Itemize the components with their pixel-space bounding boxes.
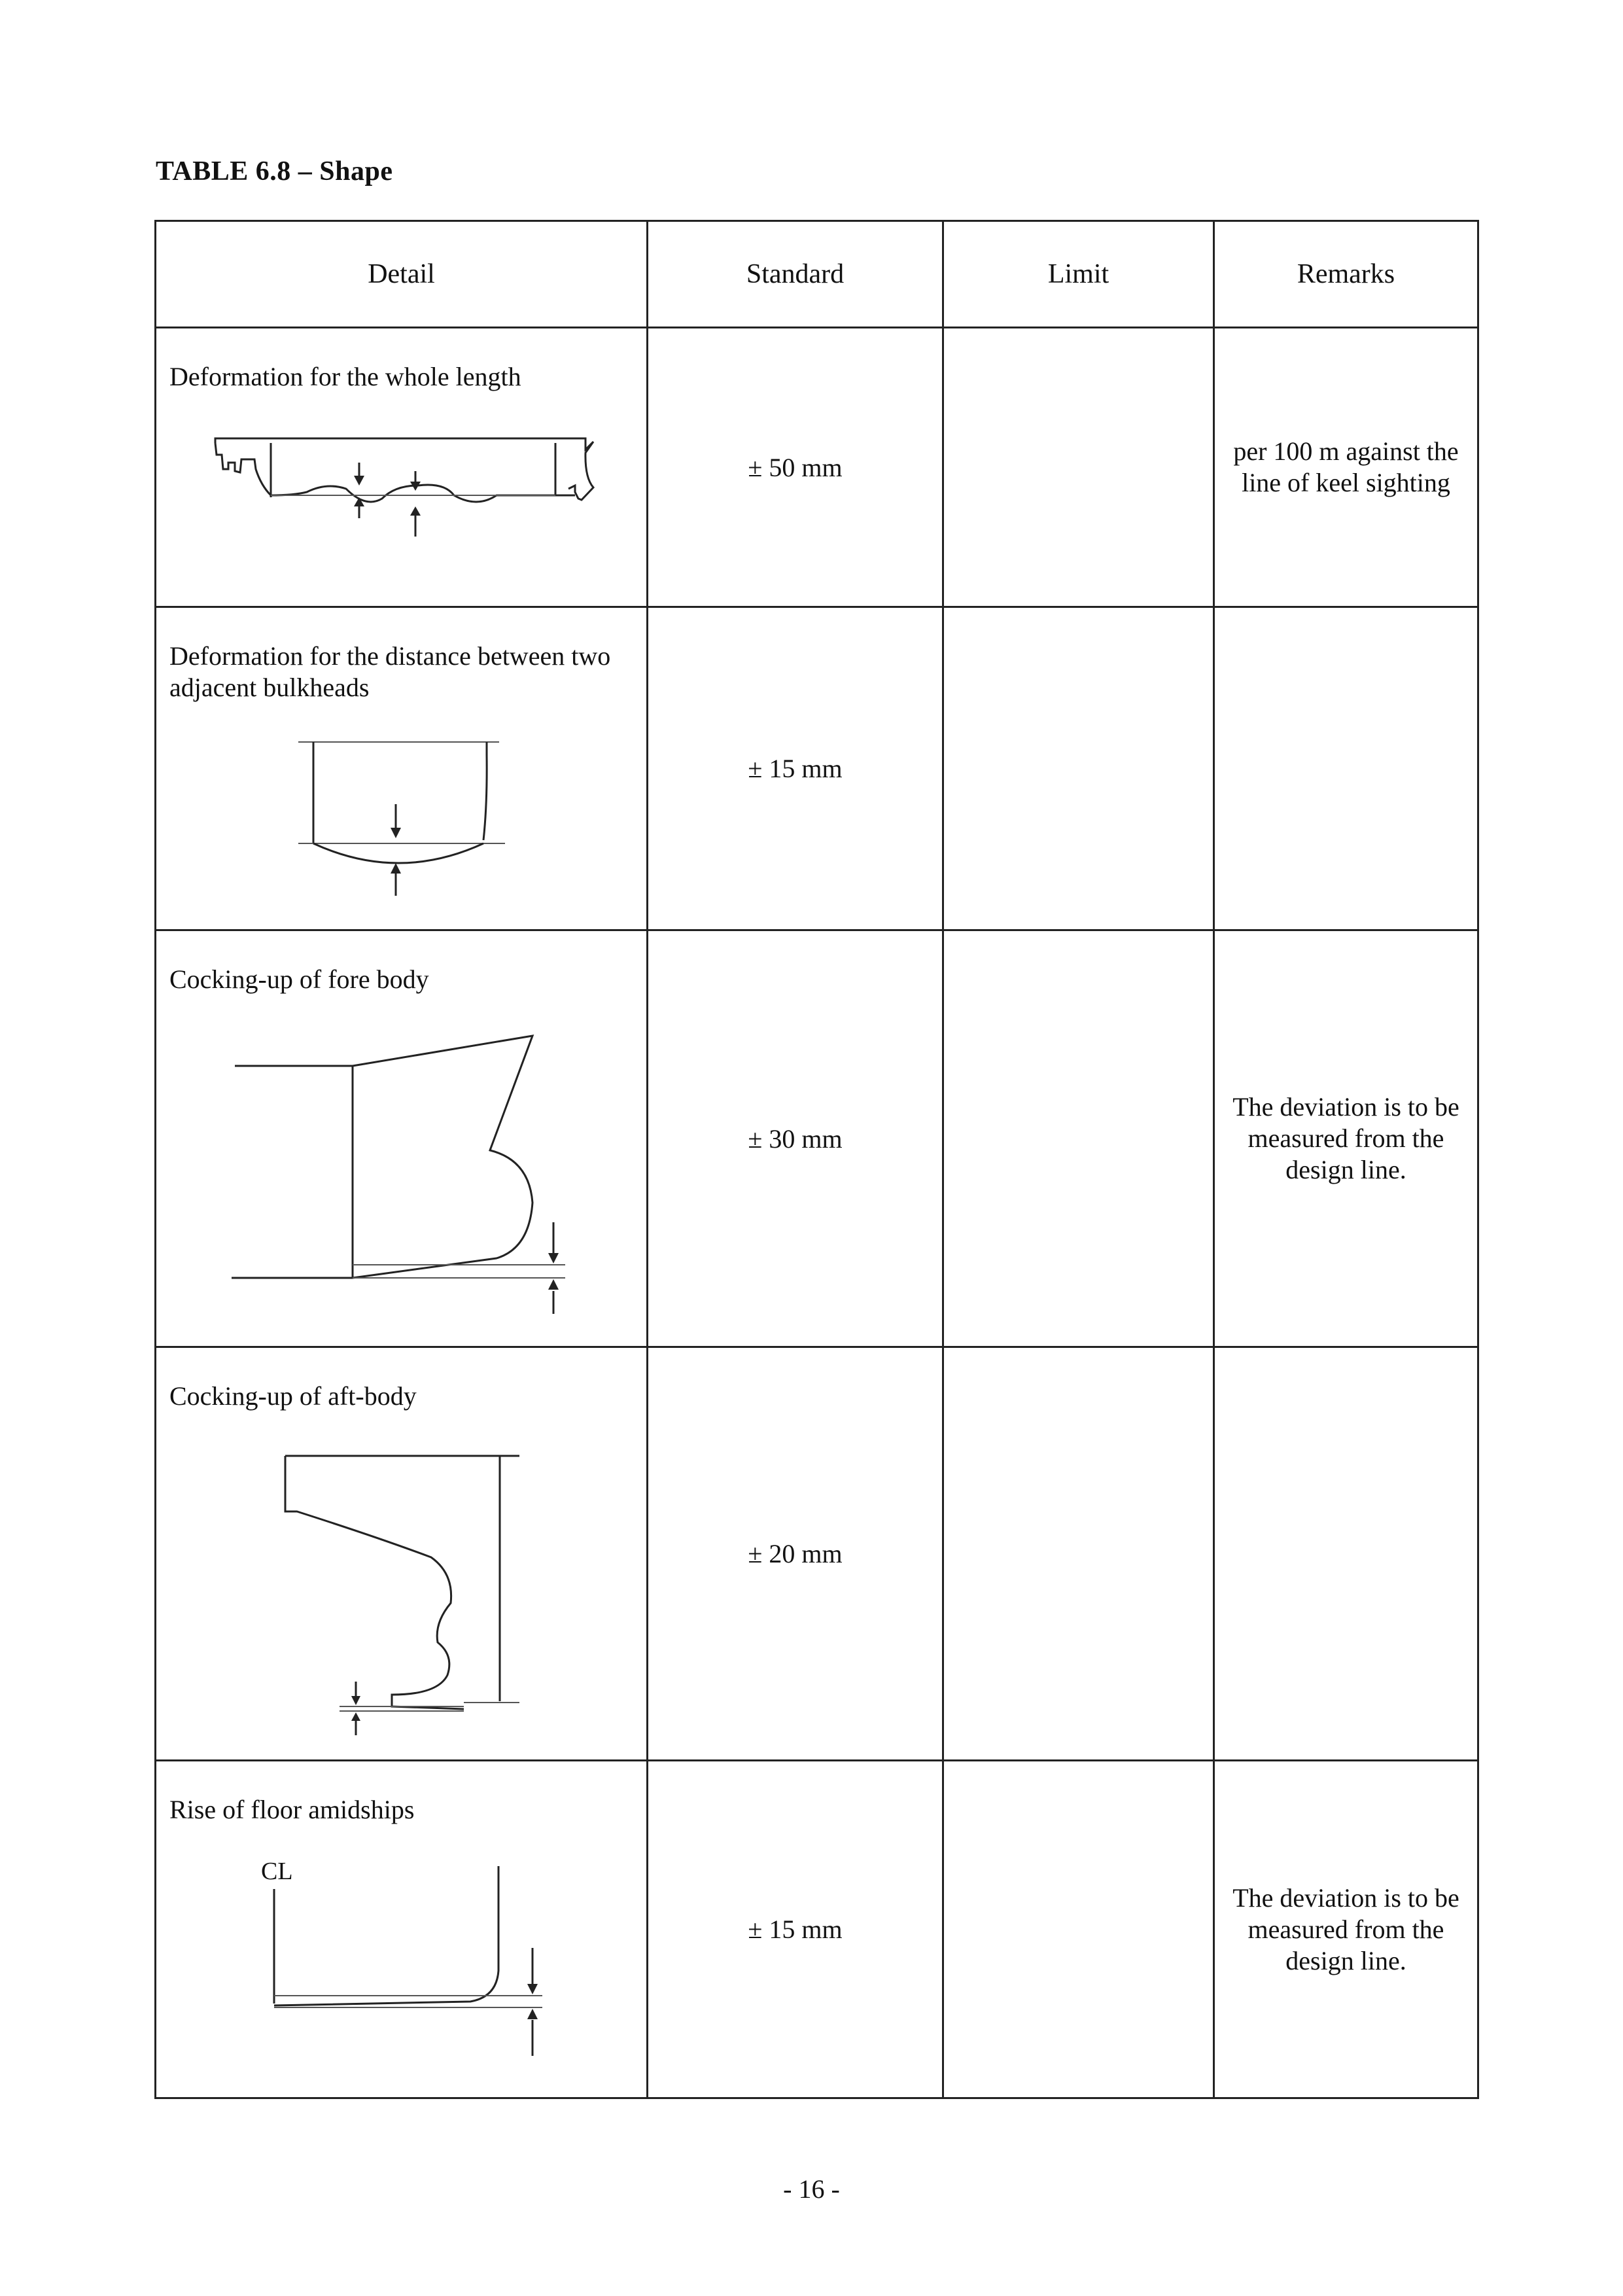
fore-body-diagram [156, 931, 648, 1348]
aft-body-diagram [156, 1348, 648, 1761]
detail-text: Cocking-up of aft-body [169, 1381, 417, 1411]
limit-cell [943, 1347, 1214, 1761]
table-row [156, 930, 1478, 1347]
remarks-cell: per 100 m against the line of keel sighting [1214, 328, 1478, 607]
detail-text: Cocking-up of fore body [169, 964, 429, 994]
remarks-cell: The deviation is to be measured from the design line. [1214, 1761, 1478, 2098]
detail-cell [156, 1761, 648, 2098]
detail-text: Rise of floor amidships [169, 1795, 415, 1824]
limit-cell [943, 1761, 1214, 2098]
header-remarks: Remarks [1214, 221, 1478, 328]
standard-cell: ± 50 mm [648, 328, 943, 607]
header-detail: Detail [156, 221, 648, 328]
standard-cell: ± 15 mm [648, 607, 943, 930]
table-title: TABLE 6.8 – Shape [156, 156, 393, 186]
limit-cell [943, 328, 1214, 607]
bulkhead-deformation-diagram [156, 608, 648, 931]
header-standard: Standard [648, 221, 943, 328]
detail-text: Deformation for the distance between two adjacent bulkheads [169, 641, 611, 702]
standard-cell: ± 30 mm [648, 930, 943, 1347]
table-row [156, 607, 1478, 930]
limit-cell [943, 607, 1214, 930]
detail-cell [156, 328, 648, 607]
table-row [156, 328, 1478, 607]
table-row [156, 1347, 1478, 1761]
centerline-symbol: CL [261, 1858, 293, 1885]
limit-cell [943, 930, 1214, 1347]
remarks-cell [1214, 607, 1478, 930]
page-number: - 16 - [783, 2174, 840, 2204]
standard-cell: ± 15 mm [648, 1761, 943, 2098]
table-row [156, 1761, 1478, 2098]
remarks-cell [1214, 1347, 1478, 1761]
detail-text: Deformation for the whole length [169, 362, 521, 391]
rise-of-floor-diagram [156, 1761, 648, 2099]
detail-cell [156, 930, 648, 1347]
header-limit: Limit [943, 221, 1214, 328]
standard-cell: ± 20 mm [648, 1347, 943, 1761]
whole-length-deformation-diagram [156, 328, 648, 608]
detail-cell [156, 607, 648, 930]
detail-cell [156, 1347, 648, 1761]
remarks-cell: The deviation is to be measured from the design line. [1214, 930, 1478, 1347]
header-row [156, 221, 1478, 328]
shape-tolerance-table [154, 220, 1479, 2099]
